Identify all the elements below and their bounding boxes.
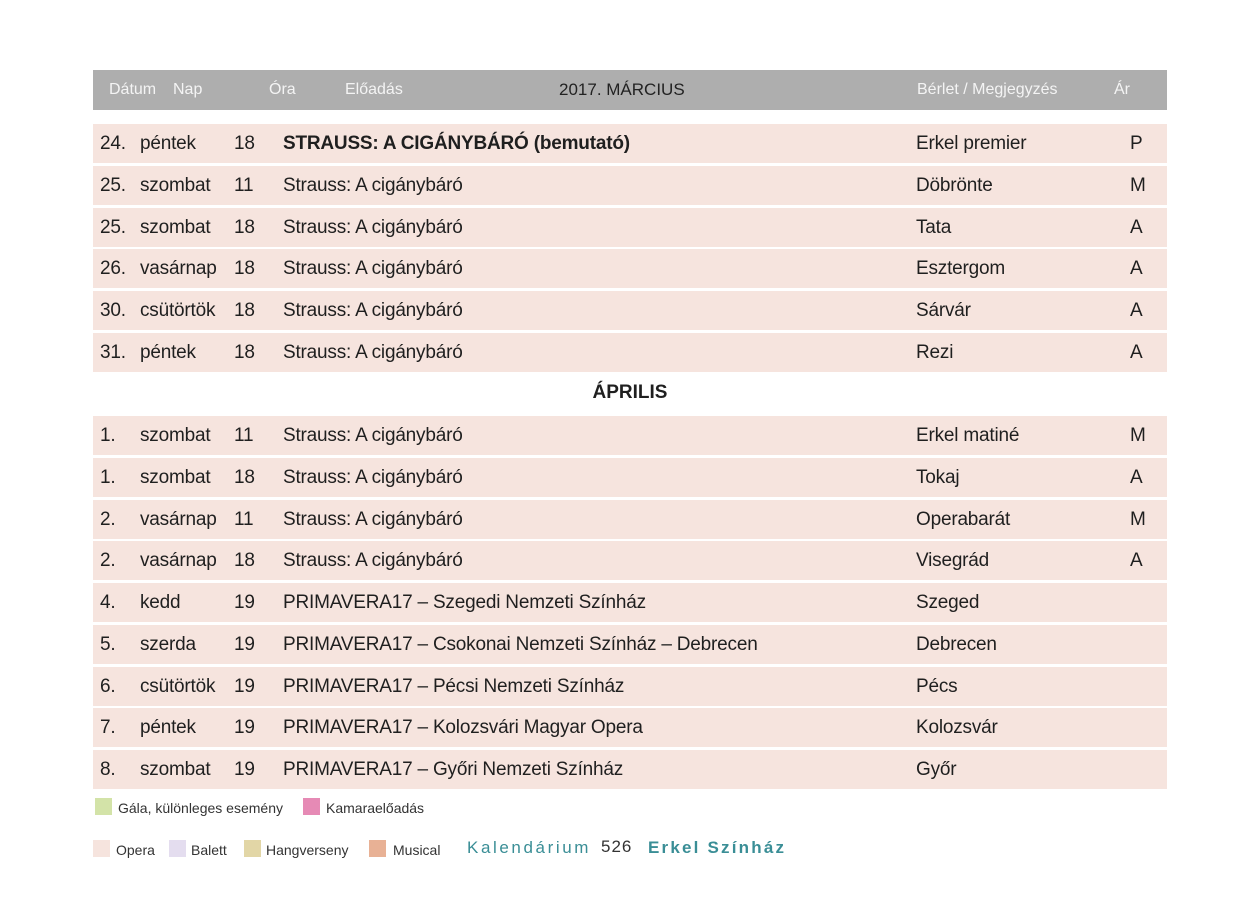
row-day: szombat (140, 466, 211, 488)
table-row (93, 750, 1167, 789)
row-note: Esztergom (916, 258, 1006, 280)
row-date: 2. (100, 550, 116, 572)
row-day: csütörtök (140, 675, 216, 697)
table-row (93, 166, 1167, 205)
legend-label-musical: Musical (393, 842, 441, 858)
col-day-header: Nap (173, 81, 203, 98)
row-hour: 19 (234, 759, 255, 780)
row-note: Visegrád (916, 550, 990, 572)
row-note: Sárvár (916, 300, 971, 321)
row-hour: 18 (234, 341, 255, 363)
col-note-header: Bérlet / Megjegyzés (917, 81, 1058, 98)
row-title: Strauss: A cigánybáró (283, 425, 463, 446)
row-date: 25. (100, 216, 126, 238)
row-title: Strauss: A cigánybáró (283, 341, 463, 363)
footer-kalendarium: Kalendárium (467, 838, 592, 857)
row-day: szombat (140, 216, 211, 238)
row-date: 4. (100, 592, 116, 613)
row-date: 2. (100, 508, 116, 530)
table-row (93, 708, 1167, 747)
table-row (93, 541, 1167, 580)
row-day: péntek (140, 133, 196, 154)
row-note: Debrecen (916, 633, 997, 655)
legend-swatch-balett (169, 840, 186, 857)
row-price: M (1130, 174, 1146, 196)
row-day: szerda (140, 633, 196, 655)
row-note: Erkel premier (916, 133, 1027, 154)
col-show-header: Előadás (345, 81, 403, 98)
row-hour: 18 (234, 258, 255, 280)
row-hour: 19 (234, 633, 255, 655)
row-note: Tokaj (916, 466, 960, 488)
row-date: 7. (100, 717, 116, 739)
row-day: péntek (140, 717, 196, 739)
col-hour-header: Óra (269, 81, 296, 98)
row-price: A (1130, 550, 1143, 572)
table-row (93, 124, 1167, 163)
row-title: Strauss: A cigánybáró (283, 174, 463, 196)
row-title: PRIMAVERA17 – Csokonai Nemzeti Színház – Debrecen (283, 633, 758, 655)
col-price-header: Ár (1114, 81, 1130, 98)
row-hour: 11 (234, 174, 254, 196)
row-note: Kolozsvár (916, 717, 998, 739)
row-title: Strauss: A cigánybáró (283, 216, 463, 238)
row-hour: 19 (234, 675, 255, 697)
row-day: péntek (140, 341, 196, 363)
row-hour: 18 (234, 216, 255, 238)
row-note: Döbrönte (916, 174, 993, 196)
table-row (93, 333, 1167, 372)
row-day: kedd (140, 592, 181, 613)
row-day: vasárnap (140, 258, 217, 280)
row-hour: 18 (234, 133, 255, 154)
row-date: 25. (100, 174, 126, 196)
row-day: szombat (140, 174, 211, 196)
row-price: A (1130, 466, 1143, 488)
row-date: 1. (100, 425, 116, 446)
row-day: vasárnap (140, 550, 217, 572)
row-title: Strauss: A cigánybáró (283, 258, 463, 280)
row-price: A (1130, 300, 1143, 321)
row-day: vasárnap (140, 508, 217, 530)
row-hour: 18 (234, 300, 255, 321)
table-row (93, 583, 1167, 622)
row-hour: 11 (234, 508, 254, 530)
table-row (93, 249, 1167, 288)
row-note: Szeged (916, 592, 980, 613)
row-price: M (1130, 508, 1146, 530)
legend-swatch-opera (93, 840, 110, 857)
row-title: PRIMAVERA17 – Pécsi Nemzeti Színház (283, 675, 625, 697)
footer-brand: Erkel Színház (648, 838, 787, 857)
april-section-title: ÁPRILIS (592, 382, 668, 403)
row-day: szombat (140, 759, 211, 780)
row-title: Strauss: A cigánybáró (283, 300, 463, 321)
row-price: M (1130, 425, 1146, 446)
row-note: Pécs (916, 675, 958, 697)
row-day: szombat (140, 425, 211, 446)
row-title: PRIMAVERA17 – Szegedi Nemzeti Színház (283, 592, 646, 613)
table-row (93, 291, 1167, 330)
row-title: Strauss: A cigánybáró (283, 550, 463, 572)
table-row (93, 667, 1167, 706)
legend-label-hangverseny: Hangverseny (266, 842, 349, 858)
row-title: PRIMAVERA17 – Győri Nemzeti Színház (283, 759, 624, 780)
legend-label-gala: Gála, különleges esemény (118, 800, 283, 816)
row-hour: 18 (234, 550, 255, 572)
row-price: P (1130, 133, 1143, 154)
row-hour: 19 (234, 592, 255, 613)
legend-label-kamara: Kamaraelőadás (326, 800, 425, 816)
legend-swatch-musical (369, 840, 386, 857)
row-note: Győr (916, 759, 957, 780)
row-price: A (1130, 216, 1143, 238)
row-title: PRIMAVERA17 – Kolozsvári Magyar Opera (283, 717, 643, 739)
row-date: 5. (100, 633, 116, 655)
row-note: Erkel matiné (916, 425, 1020, 446)
month-title: 2017. MÁRCIUS (559, 80, 685, 99)
legend-swatch-kamara (303, 798, 320, 815)
legend-label-opera: Opera (116, 842, 155, 858)
row-date: 24. (100, 133, 126, 154)
row-date: 30. (100, 300, 126, 321)
row-note: Rezi (916, 341, 954, 363)
legend-swatch-hangverseny (244, 840, 261, 857)
row-note: Operabarát (916, 508, 1011, 530)
table-row (93, 500, 1167, 539)
table-row (93, 208, 1167, 247)
row-note: Tata (916, 216, 952, 238)
row-date: 6. (100, 675, 116, 697)
row-date: 26. (100, 258, 126, 280)
row-hour: 19 (234, 717, 255, 739)
row-price: A (1130, 341, 1143, 363)
row-date: 1. (100, 466, 116, 488)
row-title: STRAUSS: A CIGÁNYBÁRÓ (bemutató) (283, 133, 630, 154)
table-row (93, 416, 1167, 455)
table-row (93, 625, 1167, 664)
row-date: 8. (100, 759, 116, 780)
col-date-header: Dátum (109, 81, 157, 98)
table-row (93, 458, 1167, 497)
row-price: A (1130, 258, 1143, 280)
row-hour: 18 (234, 466, 255, 488)
row-date: 31. (100, 341, 126, 363)
row-title: Strauss: A cigánybáró (283, 508, 463, 530)
table-header (93, 70, 1167, 110)
legend-swatch-gala (95, 798, 112, 815)
page-number: 526 (601, 837, 633, 856)
row-day: csütörtök (140, 300, 216, 321)
row-title: Strauss: A cigánybáró (283, 466, 463, 488)
legend-label-balett: Balett (191, 842, 227, 858)
row-hour: 11 (234, 425, 254, 446)
